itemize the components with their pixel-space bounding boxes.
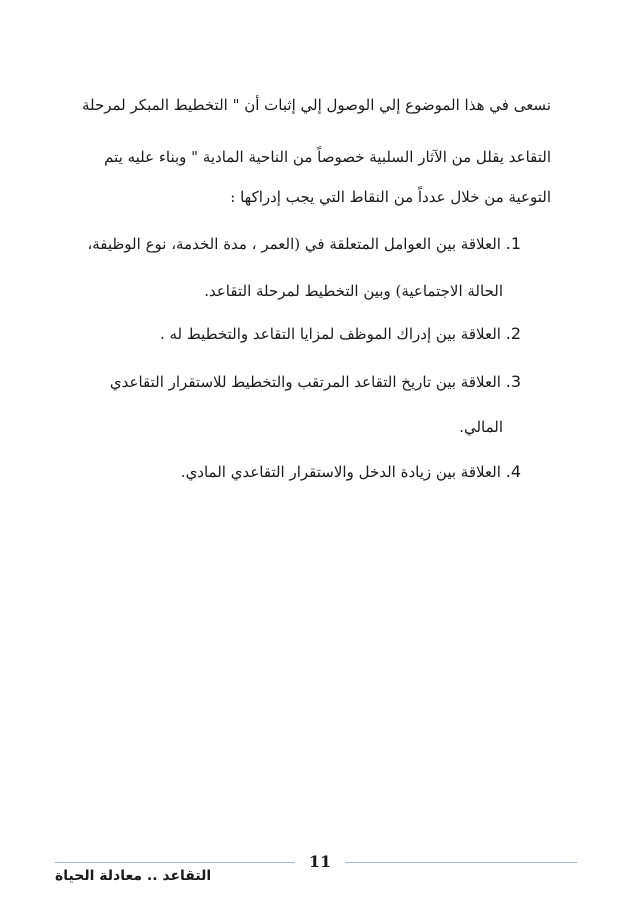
page-number: 11 (308, 852, 332, 871)
list-item-text: العلاقة بين تاريخ التقاعد المرتقب والتخطيط للاستقرار التقاعدي (109, 373, 501, 391)
list-item-text: الحالة الاجتماعية) وبين التخطيط لمرحلة التقاعد. (204, 282, 503, 300)
list-item-number: 4. (505, 462, 521, 481)
list-item-number: 1. (505, 234, 521, 253)
intro-line-1: نسعى في هذا الموضوع إلي الوصول إلي إثبات أن " التخطيط المبكر لمرحلة (81, 96, 551, 114)
list-item-text: العلاقة بين إدراك الموظف لمزايا التقاعد والتخطيط له . (159, 325, 501, 343)
footer-title: التقاعد .. معادلة الحياة (55, 868, 212, 884)
list-item-text: العلاقة بين العوامل المتعلقة في (العمر ، مدة الخدمة، نوع الوظيفة، (87, 235, 501, 253)
list-item-text: المالي. (459, 418, 503, 436)
intro-line-2: التقاعد يقلل من الآثار السلبية خصوصاً من الناحية المادية " وبناء عليه يتم (104, 148, 551, 166)
footer-rule-right (345, 862, 577, 863)
footer-rule-left (55, 862, 295, 863)
list-item-number: 3. (505, 372, 521, 391)
list-item-text: العلاقة بين زيادة الدخل والاستقرار التقاعدي المادي. (180, 463, 501, 481)
intro-line-3: التوعية من خلال عدداً من النقاط التي يجب إدراكها : (230, 188, 551, 206)
list-item-number: 2. (505, 324, 521, 343)
